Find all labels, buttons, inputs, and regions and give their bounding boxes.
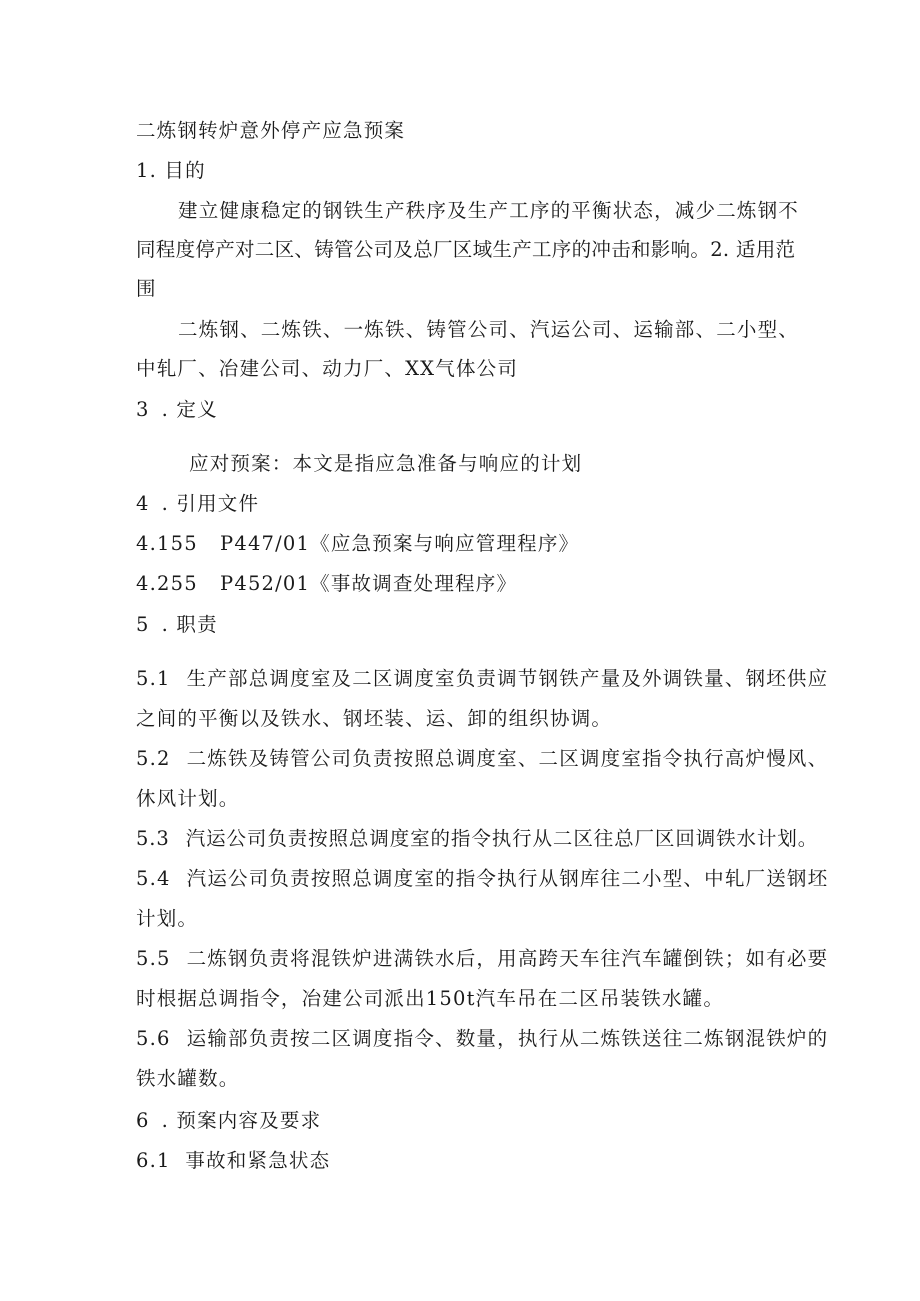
section-1-body-line-1: 建立健康稳定的钢铁生产秩序及生产工序的平衡状态，减少二炼钢不 [178,199,800,222]
section-4-heading-row [136,491,259,517]
section-4-number: 4 [136,492,150,515]
duty-5-2-line-1 [136,746,828,772]
duty-5-1-line-2: 之间的平衡以及铁水、钢坯装、运、卸的组织协调。 [136,707,613,730]
section-6-number: 6 [136,1109,150,1132]
duty-text: 汽运公司负责按照总调度室的指令执行从钢库往二小型、中轧厂送钢坯 [186,867,829,890]
section-1-body-line-2: 同程度停产对二区、铸管公司及总厂区域生产工序的冲击和影响。2. 适用范 [136,238,796,261]
section-4-heading: . 引用文件 [161,492,260,515]
duty-text: 生产部总调度室及二区调度室负责调节钢铁产量及外调铁量、钢坯供应 [186,667,829,690]
section-2-body-line-1: 二炼钢、二炼铁、一炼铁、铸管公司、汽运公司、运输部、二小型、 [178,318,800,341]
duty-5-4-line-1 [136,866,828,892]
duty-5-3-line-1 [136,826,818,852]
reference-2: 4.255 P452/01《事故调查处理程序》 [136,572,518,595]
duty-number: 5.6 [136,1027,171,1050]
duty-5-6-line-1 [136,1026,828,1052]
duty-text: 汽运公司负责按照总调度室的指令执行从二区往总厂区回调铁水计划。 [185,827,819,850]
section-3-heading: . 定义 [161,398,218,421]
section-1-heading: 1. 目的 [136,159,206,182]
section-5-heading-row [136,612,218,638]
section-2-body-line-2: 中轧厂、冶建公司、动力厂、XX气体公司 [136,357,519,380]
duty-text: 运输部负责按二区调度指令、数量，执行从二炼铁送往二炼钢混铁炉的 [186,1027,829,1050]
duty-text: 二炼钢负责将混铁炉进满铁水后，用高跨天车往汽车罐倒铁；如有必要 [186,947,829,970]
section-3-number: 3 [136,398,150,421]
duty-number: 5.2 [136,747,171,770]
section-5-heading: . 职责 [161,613,218,636]
duty-5-1-line-1 [136,666,828,692]
duty-5-5-line-1 [136,946,828,972]
section-3-body: 应对预案：本文是指应急准备与响应的计划 [189,452,583,475]
duty-5-4-line-2: 计划。 [136,907,199,930]
duty-5-6-line-2: 铁水罐数。 [136,1067,240,1090]
section-5-number: 5 [136,613,150,636]
duty-number: 5.1 [136,667,171,690]
duty-5-2-line-2: 休风计划。 [136,787,240,810]
duty-number: 5.3 [136,827,170,850]
section-1-body-line-3: 围 [136,277,157,300]
document-title: 二炼钢转炉意外停产应急预案 [136,119,406,142]
reference-1: 4.155 P447/01《应急预案与响应管理程序》 [136,532,580,555]
section-6-heading: . 预案内容及要求 [161,1109,322,1132]
duty-number: 5.5 [136,947,171,970]
duty-number: 5.4 [136,867,171,890]
duty-5-5-line-2: 时根据总调指令，冶建公司派出150t汽车吊在二区吊装铁水罐。 [136,987,725,1010]
section-3-heading-row [136,397,218,423]
duty-text: 二炼铁及铸管公司负责按照总调度室、二区调度室指令执行高炉慢风、 [186,747,829,770]
section-6-1-heading: 6.1 事故和紧急状态 [136,1149,331,1172]
section-6-heading-row [136,1108,321,1134]
